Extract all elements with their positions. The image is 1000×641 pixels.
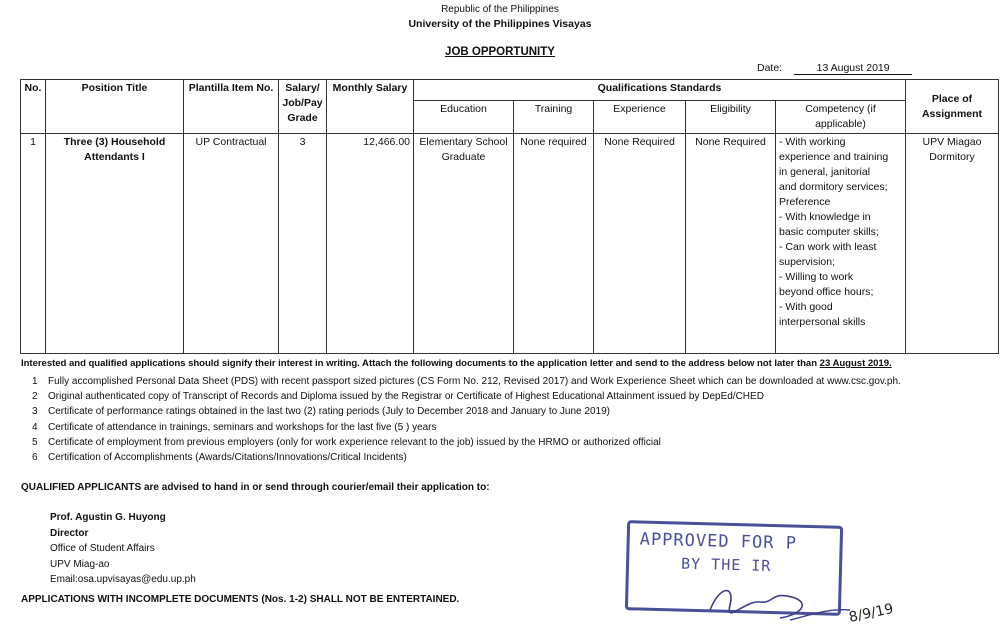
addressee-position: Director (50, 527, 89, 539)
cell-position-title: Three (3) Household Attendants I (46, 134, 184, 354)
cell-salary-grade: 3 (279, 134, 327, 354)
university-name: University of the Philippines Visayas (408, 18, 592, 30)
stamp-line-2: BY THE IR (680, 554, 772, 575)
addressee-place: UPV Miag-ao (50, 558, 110, 570)
cell-education: Elementary School Graduate (414, 134, 514, 354)
instructions-intro (21, 358, 892, 369)
date-line (757, 62, 912, 75)
signature (700, 580, 940, 640)
requirements-list (32, 374, 901, 465)
addressee-office: Office of Student Affairs (50, 543, 155, 554)
stamp-line-1: APPROVED FOR P (639, 529, 798, 554)
list-item: 4 Certificate of attendance in trainings, seminars and workshops for the last five (5 ) years (32, 421, 437, 433)
cell-place: UPV Miagao Dormitory (906, 134, 999, 354)
header-experience: Experience (594, 101, 686, 134)
cell-monthly-salary: 12,466.00 (327, 134, 414, 354)
competency-line: and dormitory services; (779, 181, 888, 193)
list-item: 2 Original authenticated copy of Transcript of Records and Diploma issued by the Registrar or Certificate of Highest Educational Attainment issued by DepEd/CHED (32, 391, 764, 403)
competency-line: experience and training (779, 151, 889, 163)
competency-line: in general, janitorial (779, 166, 871, 178)
competency-line: supervision; (779, 256, 836, 268)
header-monthly-salary: Monthly Salary (327, 80, 414, 134)
header-eligibility: Eligibility (686, 101, 776, 134)
list-item: 3 Certificate of performance ratings obtained in the last two (2) rating periods (July to December 2018 and January to June 2019) (32, 406, 610, 418)
cell-plantilla: UP Contractual (184, 134, 279, 354)
header-education: Education (414, 101, 514, 134)
competency-line: - With knowledge in (779, 211, 871, 223)
header-training: Training (514, 101, 594, 134)
list-item: 1 Fully accomplished Personal Data Sheet (PDS) with recent passport sized pictures (CS Form No. 212, Revised 2017) and Work Experience Sheet which can be downloaded at www.csc.gov.ph. (32, 376, 901, 387)
header-position-title: Position Title (46, 80, 184, 134)
cell-experience: None Required (594, 134, 686, 354)
header-qualifications: Qualifications Standards (414, 80, 906, 101)
competency-line: beyond office hours; (779, 286, 874, 298)
cell-training: None required (514, 134, 594, 354)
job-table (20, 79, 999, 354)
table-row (21, 134, 999, 354)
list-item: 5 Certificate of employment from previous employers (only for work experience relevant to the job) issued by the HRMO or authorized official (32, 436, 661, 448)
competency-line: - Willing to work (779, 271, 854, 283)
signature-date: 8/9/19 (847, 600, 895, 626)
header-plantilla: Plantilla Item No. (184, 80, 279, 134)
page-title: JOB OPPORTUNITY (445, 46, 555, 58)
addressee-email: Email:osa.upvisayas@edu.up.ph (50, 574, 196, 585)
competency-line: - Can work with least (779, 241, 877, 253)
header-no: No. (21, 80, 46, 134)
advise-text: QUALIFIED APPLICANTS are advised to hand in or send through courier/email their application to: (21, 482, 490, 493)
competency-line: basic computer skills; (779, 226, 879, 238)
addressee-name: Prof. Agustin G. Huyong (50, 512, 166, 523)
competency-line: interpersonal skills (779, 316, 866, 328)
intro-text: Interested and qualified applications should signify their interest in writing. Attach the following documents to the application letter and send to the address below not later than (21, 358, 818, 369)
cell-eligibility: None Required (686, 134, 776, 354)
cell-no: 1 (21, 134, 46, 354)
deadline: 23 August 2019. (819, 358, 892, 369)
republic-line: Republic of the Philippines (441, 4, 559, 15)
header-salary-grade: Salary/ Job/Pay Grade (279, 80, 327, 134)
header-competency: Competency (if applicable) (776, 101, 906, 134)
date-label: Date: (757, 62, 783, 74)
address-block (50, 510, 196, 588)
final-note: APPLICATIONS WITH INCOMPLETE DOCUMENTS (Nos. 1-2) SHALL NOT BE ENTERTAINED. (21, 594, 460, 605)
competency-line: - With working (779, 136, 846, 148)
competency-line: Preference (779, 196, 831, 208)
list-item: 6 Certification of Accomplishments (Awards/Citations/Innovations/Critical Incidents) (32, 451, 407, 463)
header-place: Place of Assignment (906, 80, 999, 134)
date-value: 13 August 2019 (794, 62, 912, 75)
cell-competency (776, 134, 906, 354)
competency-line: - With good (779, 301, 833, 313)
